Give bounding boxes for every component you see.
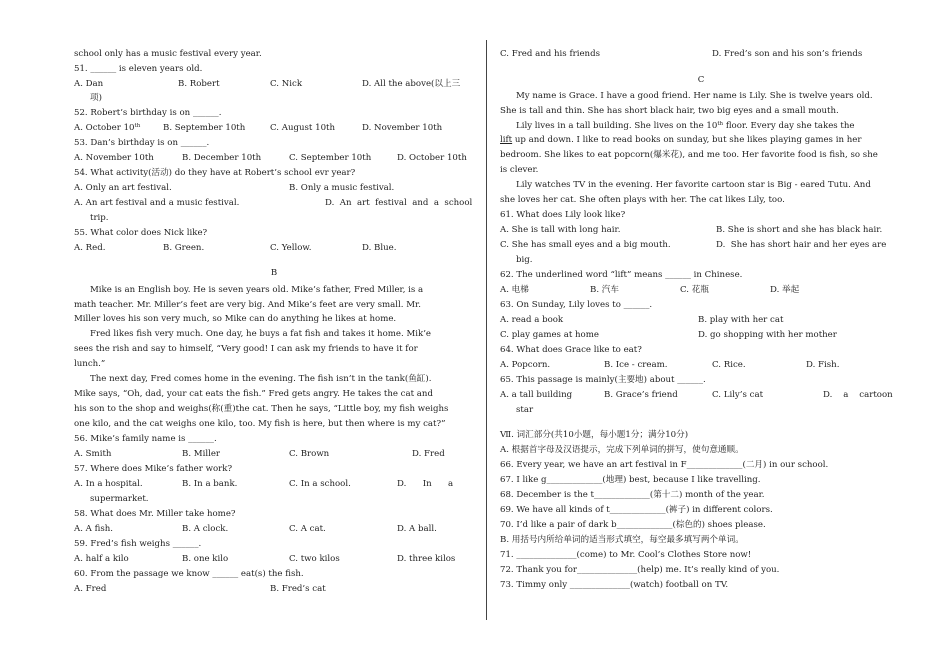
option-cell: A. Only an art festival.	[74, 183, 172, 193]
option-cell: C. Lily’s cat	[712, 390, 764, 400]
option-cell: B. Ice - cream.	[604, 360, 668, 370]
option-cell: D. go shopping with her mother	[698, 330, 837, 340]
option-cell: C. September 10th	[289, 153, 372, 163]
column-divider	[486, 40, 487, 620]
right-line: 69. We have all kinds of t_____________(裤子) in different colors.	[500, 505, 773, 515]
option-cell: C. play games at home	[500, 330, 599, 340]
option-cell: D. She has short hair and her eyes are	[716, 240, 887, 250]
left-line: Mike says, “Oh, dad, your cat eats the fish.” Fred gets angry. He takes the cat and	[74, 389, 433, 399]
option-cell: A. October 10th	[74, 123, 141, 133]
right-line: 68. December is the t_____________(第十二) month of the year.	[500, 490, 765, 500]
option-cell: C. 花瓶	[680, 285, 709, 295]
left-line: math teacher. Mr. Miller’s feet are very big. And Mike’s feet are very small. Mr.	[74, 300, 421, 310]
right-line: 62. The underlined word “lift” means ______ in Chinese.	[500, 270, 743, 280]
option-cell: A. An art festival and a music festival.	[74, 198, 240, 208]
left-line: Fred likes fish very much. One day, he buys a fat fish and takes it home. Mik’e	[90, 329, 432, 339]
right-line: Lily lives in a tall building. She lives on the 10th floor. Every day she takes the	[516, 121, 855, 131]
option-cell: B. September 10th	[163, 123, 246, 133]
option-cell: D. In a	[397, 479, 454, 489]
right-line: She is tall and thin. She has short black hair, two big eyes and a small mouth.	[500, 106, 839, 116]
right-line: 67. I like g_____________(地理) best, because I like travelling.	[500, 475, 761, 485]
right-line: star	[516, 405, 534, 415]
left-line: sees the rish and say to himself, “Very good! I can ask my friends to have it for	[74, 344, 418, 354]
left-line: 51. ______ is eleven years old.	[74, 64, 203, 74]
right-line: 66. Every year, we have an art festival in F_____________(二月) in our school.	[500, 460, 829, 470]
underlined-word: lift	[500, 135, 513, 145]
option-cell: C. She has small eyes and a big mouth.	[500, 240, 671, 250]
right-line: Ⅶ. 词汇部分(共10小题，每小题1分；满分10分)	[500, 430, 689, 440]
option-cell: C. Fred and his friends	[500, 49, 601, 59]
right-line: is clever.	[500, 165, 539, 175]
left-line: trip.	[90, 213, 109, 223]
option-cell: B. In a bank.	[182, 479, 238, 489]
right-line: 61. What does Lily look like?	[500, 210, 626, 220]
left-line: Miller loves his son very much, so Mike can do anything he likes at home.	[74, 314, 397, 324]
option-cell: B. Green.	[163, 243, 205, 253]
right-line: A. 根据首字母及汉语提示，完成下列单词的拼写，使句意通顺。	[500, 445, 744, 455]
option-cell: A. read a book	[500, 315, 564, 325]
option-cell: D. a cartoon	[823, 390, 893, 400]
option-cell: C. two kilos	[289, 554, 340, 564]
left-line: his son to the shop and weighs(称(重)the cat. Then he says, “Little boy, my fish weighs	[74, 404, 449, 414]
left-line: 项)	[90, 93, 102, 103]
option-cell: D. Blue.	[362, 243, 397, 253]
right-line: 63. On Sunday, Lily loves to ______.	[500, 300, 653, 310]
option-cell: A. Dan	[74, 79, 104, 89]
option-cell: B. She is short and she has black hair.	[716, 225, 883, 235]
option-cell: C. Yellow.	[270, 243, 312, 253]
left-line: one kilo, and the cat weighs one kilo, too. My fish is here, but then where is my cat?”	[74, 419, 446, 429]
option-cell: D. An art festival and a school	[325, 198, 473, 208]
option-cell: C. Brown	[289, 449, 330, 459]
left-line: 55. What color does Nick like?	[74, 228, 208, 238]
option-cell: D. October 10th	[397, 153, 467, 163]
right-line: 70. I’d like a pair of dark b_____________(棕色的) shoes please.	[500, 520, 766, 530]
right-line: B. 用括号内所给单词的适当形式填空，每空最多填写两个单词。	[500, 535, 744, 545]
right-line: bedroom. She likes to eat popcorn(爆米花), and me too. Her favorite food is fish, so she	[500, 150, 878, 160]
option-cell: A. a tall building	[500, 390, 573, 400]
right-line: 64. What does Grace like to eat?	[500, 345, 642, 355]
left-line: supermarket.	[90, 494, 149, 504]
option-cell: D. A ball.	[397, 524, 437, 534]
option-cell: C. August 10th	[270, 123, 336, 133]
option-cell: A. In a hospital.	[74, 479, 143, 489]
option-cell: A. 电梯	[500, 285, 529, 295]
left-line: 60. From the passage we know ______ eat(s) the fish.	[74, 569, 304, 579]
option-cell: B. Miller	[182, 449, 221, 459]
left-line: 58. What does Mr. Miller take home?	[74, 509, 236, 519]
option-cell: B. A clock.	[182, 524, 229, 534]
option-cell: D. All the above(以上三	[362, 79, 461, 89]
option-cell: A. Red.	[74, 243, 106, 253]
right-line: Lily watches TV in the evening. Her favorite cartoon star is Big - eared Tutu. And	[516, 180, 871, 190]
right-line: lift up and down. I like to read books on sunday, but she likes playing games in her	[500, 135, 862, 145]
option-cell: D. three kilos	[397, 554, 456, 564]
option-cell: C. Nick	[270, 79, 303, 89]
right-line: 72. Thank you for______________(help) me. It’s really kind of you.	[500, 565, 780, 575]
option-cell: B. Fred’s cat	[270, 584, 326, 594]
option-cell: A. Popcorn.	[500, 360, 551, 370]
option-cell: D. November 10th	[362, 123, 443, 133]
option-cell: B. play with her cat	[698, 315, 784, 325]
option-cell: B. one kilo	[182, 554, 229, 564]
left-line: 53. Dan’s birthday is on ______.	[74, 138, 210, 148]
right-line: big.	[516, 255, 533, 265]
right-line: she loves her cat. She often plays with her. The cat likes Lily, too.	[500, 195, 785, 205]
left-line: 56. Mike’s family name is ______.	[74, 434, 217, 444]
right-line: 73. Timmy only ______________(watch) football on TV.	[500, 580, 729, 590]
option-cell: A. She is tall with long hair.	[500, 225, 621, 235]
left-line: 54. What activity(活动) do they have at Robert’s school evr year?	[74, 168, 356, 178]
option-cell: A. Fred	[74, 584, 107, 594]
right-line: My name is Grace. I have a good friend. Her name is Lily. She is twelve years old.	[516, 91, 873, 101]
section-heading: C	[697, 75, 705, 85]
option-cell: B. Grace’s friend	[604, 390, 678, 400]
option-cell: C. A cat.	[289, 524, 326, 534]
left-line: 52. Robert’s birthday is on ______.	[74, 108, 222, 118]
right-line: 71. ______________(come) to Mr. Cool’s Clothes Store now!	[500, 550, 752, 560]
left-line: 57. Where does Mike’s father work?	[74, 464, 233, 474]
section-heading: B	[270, 268, 278, 278]
option-cell: C. Rice.	[712, 360, 746, 370]
option-cell: A. half a kilo	[74, 554, 129, 564]
left-line: Mike is an English boy. He is seven years old. Mike’s father, Fred Miller, is a	[90, 285, 424, 295]
option-cell: D. Fish.	[806, 360, 840, 370]
right-line: 65. This passage is mainly(主要地) about ______.	[500, 375, 706, 385]
option-cell: A. November 10th	[74, 153, 154, 163]
option-cell: B. Only a music festival.	[289, 183, 395, 193]
left-line: school only has a music festival every year.	[74, 49, 262, 59]
option-cell: D. 举起	[770, 285, 800, 295]
option-cell: C. In a school.	[289, 479, 351, 489]
left-line: lunch.”	[74, 359, 106, 369]
option-cell: A. Smith	[74, 449, 112, 459]
option-cell: B. Robert	[178, 79, 220, 89]
option-cell: D. Fred	[412, 449, 445, 459]
left-line: The next day, Fred comes home in the evening. The fish isn’t in the tank(鱼缸).	[90, 374, 432, 384]
option-cell: B. December 10th	[182, 153, 262, 163]
option-cell: B. 汽车	[590, 285, 619, 295]
option-cell: D. Fred’s son and his son’s friends	[712, 49, 863, 59]
option-cell: A. A fish.	[74, 524, 114, 534]
left-line: 59. Fred’s fish weighs ______.	[74, 539, 202, 549]
